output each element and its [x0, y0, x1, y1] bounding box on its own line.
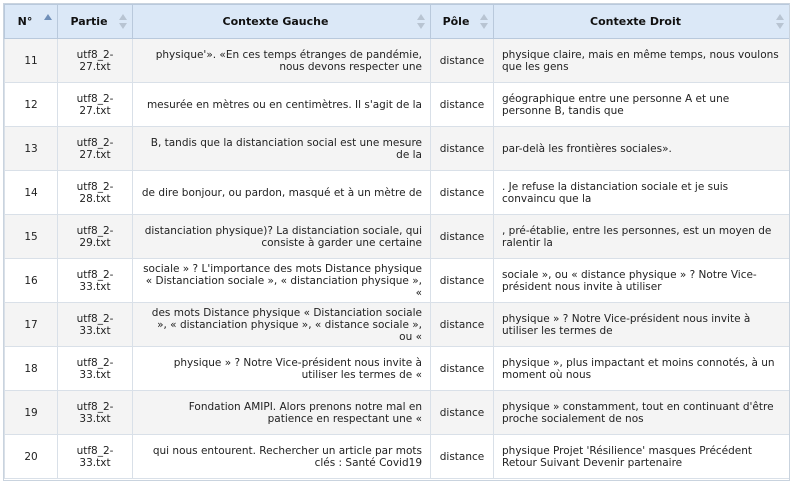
- cell-pole: distance: [431, 303, 494, 347]
- cell-contexte-gauche: B, tandis que la distanciation social est une mesure de la: [133, 127, 431, 171]
- cell-contexte-gauche: Fondation AMIPI. Alors prenons notre mal en patience en respectant une «: [133, 391, 431, 435]
- cell-contexte-gauche: distanciation physique)? La distanciation sociale, qui consiste à garder une certaine: [133, 215, 431, 259]
- column-header-label: Contexte Droit: [590, 15, 681, 28]
- cell-contexte-gauche: de dire bonjour, ou pardon, masqué et à un mètre de: [133, 171, 431, 215]
- cell-contexte-droit: géographique entre une personne A et une personne B, tandis que: [494, 83, 790, 127]
- cell-pole: distance: [431, 347, 494, 391]
- cell-contexte-droit: . Je refuse la distanciation sociale et je suis convaincu que la: [494, 171, 790, 215]
- cell-contexte-gauche: mesurée en mètres ou en centimètres. Il s'agit de la: [133, 83, 431, 127]
- cell-partie: utf8_2-27.txt: [58, 83, 133, 127]
- column-header-contexte-droit[interactable]: [494, 5, 790, 39]
- cell-num: 18: [5, 347, 58, 391]
- column-header-contexte-gauche[interactable]: [133, 5, 431, 39]
- sort-arrows-icon[interactable]: [417, 14, 425, 30]
- cell-num: 20: [5, 435, 58, 479]
- cell-num: 11: [5, 39, 58, 83]
- concordance-table: [4, 4, 790, 479]
- table-row[interactable]: [5, 39, 790, 83]
- cell-num: 17: [5, 303, 58, 347]
- cell-contexte-droit: , pré-établie, entre les personnes, est un moyen de ralentir la: [494, 215, 790, 259]
- cell-contexte-droit: par-delà les frontières sociales».: [494, 127, 790, 171]
- sort-arrows-icon[interactable]: [776, 14, 784, 30]
- cell-pole: distance: [431, 391, 494, 435]
- cell-partie: utf8_2-33.txt: [58, 347, 133, 391]
- cell-pole: distance: [431, 171, 494, 215]
- cell-contexte-droit: physique » ? Notre Vice-président nous invite à utiliser les termes de: [494, 303, 790, 347]
- sort-ascending-icon[interactable]: [44, 14, 52, 30]
- cell-pole: distance: [431, 435, 494, 479]
- concordance-table-panel: [3, 3, 790, 481]
- sort-arrows-icon[interactable]: [119, 14, 127, 30]
- table-row[interactable]: [5, 83, 790, 127]
- cell-num: 14: [5, 171, 58, 215]
- cell-contexte-droit: physique », plus impactant et moins connotés, à un moment où nous: [494, 347, 790, 391]
- cell-partie: utf8_2-33.txt: [58, 303, 133, 347]
- cell-pole: distance: [431, 259, 494, 303]
- table-row[interactable]: [5, 435, 790, 479]
- cell-num: 13: [5, 127, 58, 171]
- cell-pole: distance: [431, 39, 494, 83]
- cell-num: 15: [5, 215, 58, 259]
- cell-contexte-droit: physique » constamment, tout en continuant d'être proche socialement de nos: [494, 391, 790, 435]
- cell-contexte-gauche: des mots Distance physique « Distanciation sociale », « distanciation physique », « distance sociale », ou «: [133, 303, 431, 347]
- cell-partie: utf8_2-27.txt: [58, 39, 133, 83]
- cell-contexte-gauche: sociale » ? L'importance des mots Distance physique « Distanciation sociale », « distanciation physique », «: [133, 259, 431, 303]
- column-header-partie[interactable]: [58, 5, 133, 39]
- column-header-label: Contexte Gauche: [222, 15, 329, 28]
- cell-contexte-gauche: physique » ? Notre Vice-président nous invite à utiliser les termes de «: [133, 347, 431, 391]
- cell-contexte-droit: physique Projet 'Résilience' masques Précédent Retour Suivant Devenir partenaire: [494, 435, 790, 479]
- cell-partie: utf8_2-33.txt: [58, 259, 133, 303]
- table-row[interactable]: [5, 303, 790, 347]
- sort-arrows-icon[interactable]: [480, 14, 488, 30]
- cell-pole: distance: [431, 127, 494, 171]
- table-row[interactable]: [5, 127, 790, 171]
- column-header-label: N°: [17, 15, 33, 28]
- cell-partie: utf8_2-29.txt: [58, 215, 133, 259]
- cell-partie: utf8_2-33.txt: [58, 391, 133, 435]
- table-row[interactable]: [5, 391, 790, 435]
- column-header-pole[interactable]: [431, 5, 494, 39]
- column-header-label: Pôle: [442, 15, 470, 28]
- cell-contexte-gauche: physique'». «En ces temps étranges de pandémie, nous devons respecter une: [133, 39, 431, 83]
- cell-pole: distance: [431, 83, 494, 127]
- column-header-num[interactable]: [5, 5, 58, 39]
- cell-contexte-gauche: qui nous entourent. Rechercher un article par mots clés : Santé Covid19: [133, 435, 431, 479]
- cell-partie: utf8_2-27.txt: [58, 127, 133, 171]
- table-row[interactable]: [5, 259, 790, 303]
- cell-pole: distance: [431, 215, 494, 259]
- table-row[interactable]: [5, 215, 790, 259]
- table-row[interactable]: [5, 171, 790, 215]
- column-header-label: Partie: [70, 15, 108, 28]
- cell-num: 12: [5, 83, 58, 127]
- cell-contexte-droit: sociale », ou « distance physique » ? Notre Vice-président nous invite à utiliser: [494, 259, 790, 303]
- cell-num: 16: [5, 259, 58, 303]
- cell-num: 19: [5, 391, 58, 435]
- header-row: [5, 5, 790, 39]
- cell-partie: utf8_2-28.txt: [58, 171, 133, 215]
- cell-contexte-droit: physique claire, mais en même temps, nous voulons que les gens: [494, 39, 790, 83]
- cell-partie: utf8_2-33.txt: [58, 435, 133, 479]
- table-row[interactable]: [5, 347, 790, 391]
